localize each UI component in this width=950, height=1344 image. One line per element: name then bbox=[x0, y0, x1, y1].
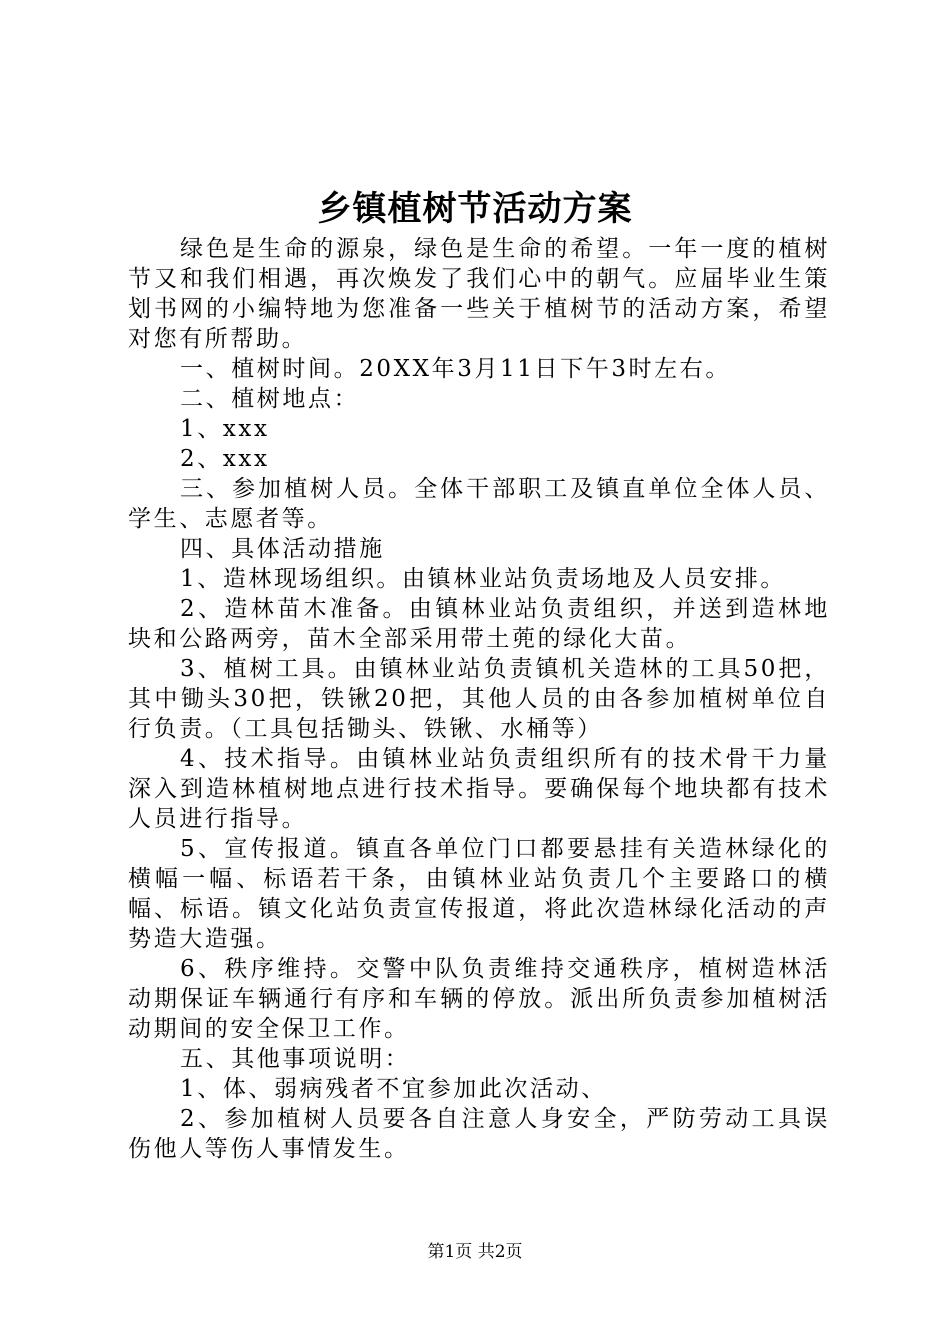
section-time: 一、植树时间。20XX年3月11日下午3时左右。 bbox=[180, 356, 731, 382]
section-measures-heading: 四、具体活动措施 bbox=[180, 536, 385, 562]
measure-item-5: 5、宣传报道。镇直各单位门口都要悬挂有关造林绿化的横幅一幅、标语若干条，由镇林业站负责几个主要路口的横幅、标语。镇文化站负责宣传报道，将此次造林绿化活动的声势造大造强。 bbox=[128, 836, 830, 952]
location-item-1: 1、xxx bbox=[180, 416, 270, 442]
document-title: 乡镇植树节活动方案 bbox=[317, 189, 633, 229]
document-body bbox=[128, 234, 830, 1164]
other-item-2: 2、参加植树人员要各自注意人身安全，严防劳动工具误伤他人等伤人事情发生。 bbox=[128, 1106, 830, 1162]
page-number-footer: 第1页 共2页 bbox=[427, 1242, 523, 1262]
measure-item-4: 4、技术指导。由镇林业站负责组织所有的技术骨干力量深入到造林植树地点进行技术指导。要确保每个地块都有技术人员进行指导。 bbox=[128, 746, 830, 832]
intro-paragraph: 绿色是生命的源泉，绿色是生命的希望。一年一度的植树节又和我们相遇，再次焕发了我们心中的朝气。应届毕业生策划书网的小编特地为您准备一些关于植树节的活动方案，希望对您有所帮助。 bbox=[128, 236, 830, 352]
measure-item-6: 6、秩序维持。交警中队负责维持交通秩序，植树造林活动期保证车辆通行有序和车辆的停放。派出所负责参加植树活动期间的安全保卫工作。 bbox=[128, 956, 830, 1042]
other-item-1: 1、体、弱病残者不宜参加此次活动、 bbox=[180, 1076, 607, 1102]
measure-item-1: 1、造林现场组织。由镇林业站负责场地及人员安排。 bbox=[180, 566, 787, 592]
location-item-2: 2、xxx bbox=[180, 446, 270, 472]
measure-item-3: 3、植树工具。由镇林业站负责镇机关造林的工具50把，其中锄头30把，铁锹20把，其他人员的由各参加植树单位自行负责。（工具包括锄头、铁锹、水桶等） bbox=[128, 656, 830, 742]
section-other-heading: 五、其他事项说明： bbox=[180, 1046, 411, 1072]
measure-item-2: 2、造林苗木准备。由镇林业站负责组织，并送到造林地块和公路两旁，苗木全部采用带土蔸的绿化大苗。 bbox=[128, 596, 830, 652]
section-participants: 三、参加植树人员。全体干部职工及镇直单位全体人员、学生、志愿者等。 bbox=[128, 476, 830, 532]
section-location-heading: 二、植树地点： bbox=[180, 386, 360, 412]
